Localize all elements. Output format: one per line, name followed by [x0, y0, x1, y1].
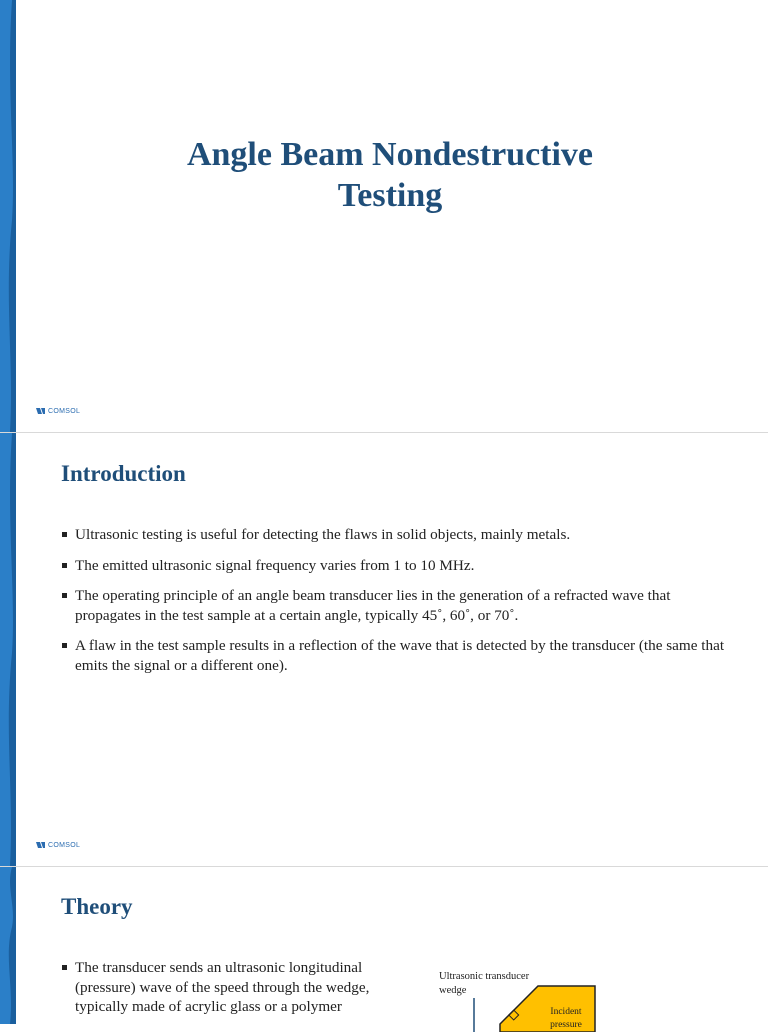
slide-heading: Theory	[61, 894, 133, 919]
comsol-logo	[36, 406, 80, 416]
comsol-logo	[36, 840, 80, 850]
slide-title: Angle Beam Nondestructive Testing	[186, 136, 594, 214]
bullet-item: A flaw in the test sample results in a reflection of the wave that is detected by the transducer (the same that emits the signal or a different one).	[61, 636, 731, 675]
bullet-item: The operating principle of an angle beam transducer lies in the generation of a refracted wave that propagates in the test sample at a certain angle, typically 45˚, 60˚, or 70˚.	[61, 586, 731, 625]
incident-label: Incident pressure	[550, 1007, 582, 1030]
wedge-label: Ultrasonic transducer wedge	[439, 971, 530, 996]
bullet-item: The transducer sends an ultrasonic longitudinal (pressure) wave of the speed through the wedge, typically made of acrylic glass or a polymer	[61, 958, 391, 1017]
bullet-item: Ultrasonic testing is useful for detecting the flaws in solid objects, mainly metals.	[61, 525, 731, 545]
comsol-logo-icon	[36, 841, 46, 849]
theory-slide	[0, 867, 768, 1030]
slide-accent-bar	[0, 867, 16, 1024]
bullet-list	[61, 958, 391, 1028]
introduction-slide	[0, 433, 768, 866]
logo-text: COMSOL	[48, 407, 81, 415]
slide-accent-bar	[0, 433, 16, 866]
transducer-diagram	[430, 962, 630, 1032]
comsol-logo-icon	[36, 407, 46, 415]
slide-heading: Introduction	[61, 461, 186, 486]
bullet-item: The emitted ultrasonic signal frequency varies from 1 to 10 MHz.	[61, 556, 731, 576]
slide-accent-bar	[0, 0, 16, 432]
title-slide	[0, 0, 768, 432]
bullet-list	[61, 525, 731, 686]
logo-text: COMSOL	[48, 841, 81, 849]
